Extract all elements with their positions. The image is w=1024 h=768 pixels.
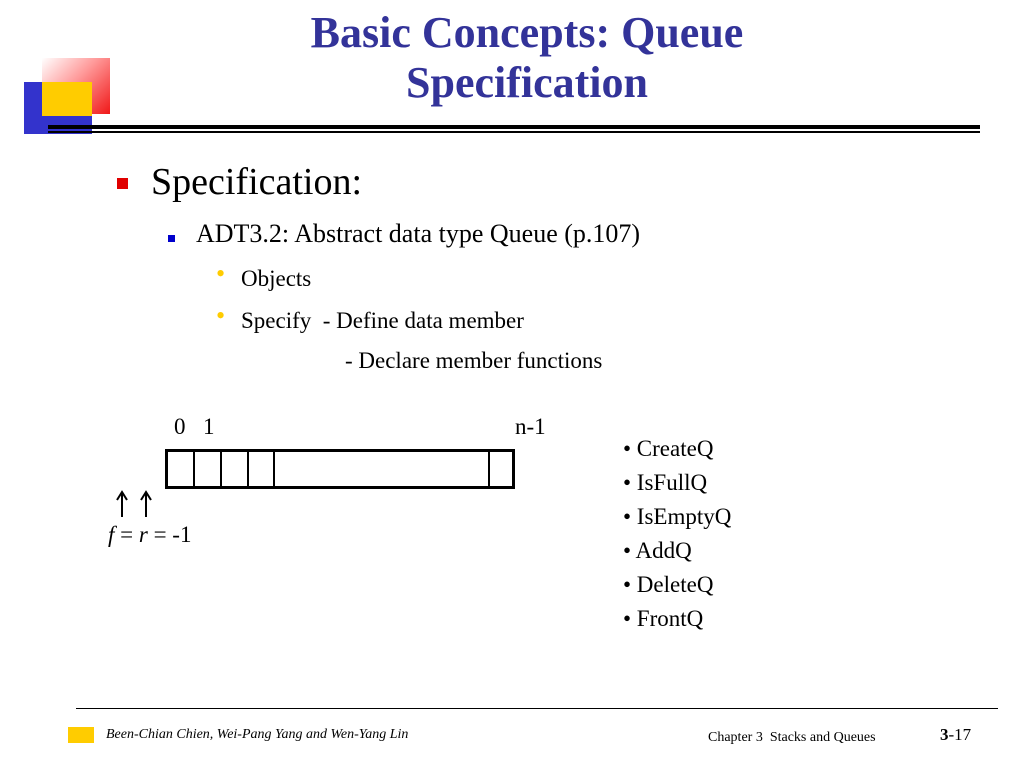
function-addq: • AddQ bbox=[623, 538, 692, 563]
queue-cell-divider bbox=[488, 452, 490, 486]
footer-yellow-square bbox=[68, 727, 94, 743]
footer-authors: Been-Chian Chien, Wei-Pang Yang and Wen-Yang Lin bbox=[106, 727, 409, 742]
pointer-eq2: = -1 bbox=[147, 522, 192, 547]
index-label-0: 0 bbox=[174, 414, 186, 439]
rear-pointer-arrow-icon bbox=[139, 490, 153, 518]
bullet-adt: ADT3.2: Abstract data type Queue (p.107) bbox=[196, 219, 641, 248]
front-pointer-arrow-icon bbox=[115, 490, 129, 518]
footer-chapter: Chapter 3 Stacks and Queues bbox=[708, 730, 876, 745]
title-divider-thin bbox=[48, 131, 980, 133]
pointer-r-label: r bbox=[138, 522, 148, 547]
queue-function-list bbox=[623, 432, 731, 636]
function-frontq: • FrontQ bbox=[623, 606, 704, 631]
index-label-1: 1 bbox=[203, 414, 215, 439]
bullet-dot-yellow: • bbox=[216, 301, 226, 330]
queue-array-box bbox=[165, 449, 515, 489]
function-isfullq: • IsFullQ bbox=[623, 470, 708, 495]
pointer-eq1: = bbox=[114, 522, 139, 547]
queue-cell-divider bbox=[273, 452, 275, 486]
queue-cell-divider bbox=[220, 452, 222, 486]
bullet-specification: Specification: bbox=[151, 161, 363, 203]
footer-divider bbox=[76, 708, 998, 709]
slide-title-line1: Basic Concepts: Queue bbox=[310, 8, 744, 57]
bullet-dot-yellow: • bbox=[216, 259, 226, 288]
slide-title bbox=[200, 8, 854, 108]
bullet-square-red bbox=[117, 178, 128, 189]
pointer-f-label: f bbox=[108, 522, 115, 547]
logo-yellow-square bbox=[42, 82, 92, 116]
bullet-specify: Specify - Define data member bbox=[241, 308, 524, 333]
slide-title-line2: Specification bbox=[406, 58, 648, 107]
bullet-declare-continuation: - Declare member functions bbox=[345, 348, 603, 373]
footer-page-index: -17 bbox=[948, 725, 972, 744]
index-label-last: n-1 bbox=[515, 414, 546, 439]
bullet-objects: Objects bbox=[241, 266, 312, 291]
bullet-square-blue bbox=[168, 235, 175, 242]
footer-page-chapter: 3 bbox=[940, 725, 949, 744]
footer-page-number bbox=[940, 725, 971, 745]
queue-cell-divider bbox=[247, 452, 249, 486]
queue-cell-divider bbox=[193, 452, 195, 486]
pointer-init-expression bbox=[108, 521, 191, 549]
title-divider-thick bbox=[48, 125, 980, 129]
function-deleteq: • DeleteQ bbox=[623, 572, 714, 597]
function-isemptyq: • IsEmptyQ bbox=[623, 504, 732, 529]
function-createq: • CreateQ bbox=[623, 436, 714, 461]
